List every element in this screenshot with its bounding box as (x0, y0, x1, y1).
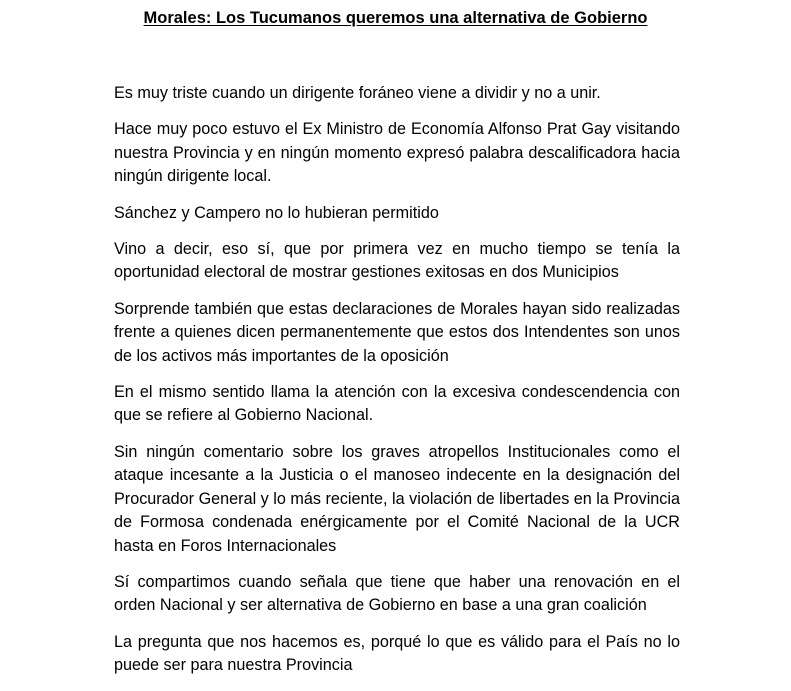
document-body (114, 82, 680, 691)
paragraph-9: La pregunta que nos hacemos es, porqué lo que es válido para el País no lo puede ser para nuestra Provincia (114, 632, 680, 675)
paragraph-1: Es muy triste cuando un dirigente foráneo viene a dividir y no a unir. (114, 84, 601, 102)
paragraph-7: Sin ningún comentario sobre los graves atropellos Institucionales como el ataque incesante a la Justicia o el manoseo indecente en la designación del Procurador General y lo más reciente, la violación de libertades en la Provincia de Formosa condenada enérgicamente por el Comité Nacional de la UCR hasta en Foros Internacionales (114, 442, 680, 555)
paragraph-8: Sí compartimos cuando señala que tiene que haber una renovación en el orden Nacional y ser alternativa de Gobierno en base a una gran coalición (114, 572, 680, 615)
paragraph-3: Sánchez y Campero no lo hubieran permitido (114, 203, 439, 222)
paragraph-4: Vino a decir, eso sí, que por primera vez en mucho tiempo se tenía la oportunidad electoral de mostrar gestiones exitosas en dos Municipios (114, 240, 680, 282)
paragraph-6: En el mismo sentido llama la atención con la excesiva condescendencia con que se refiere al Gobierno Nacional. (114, 383, 680, 425)
paragraph-2: Hace muy poco estuvo el Ex Ministro de Economía Alfonso Prat Gay visitando nuestra Provincia y en ningún momento expresó palabra descalificadora hacia ningún dirigente local. (114, 120, 680, 186)
document-title: Morales: Los Tucumanos queremos una alternativa de Gobierno (143, 9, 648, 27)
paragraph-5: Sorprende también que estas declaraciones de Morales hayan sido realizadas frente a quienes dicen permanentemente que estos dos Intendentes son unos de los activos más importantes de la oposición (114, 299, 680, 365)
